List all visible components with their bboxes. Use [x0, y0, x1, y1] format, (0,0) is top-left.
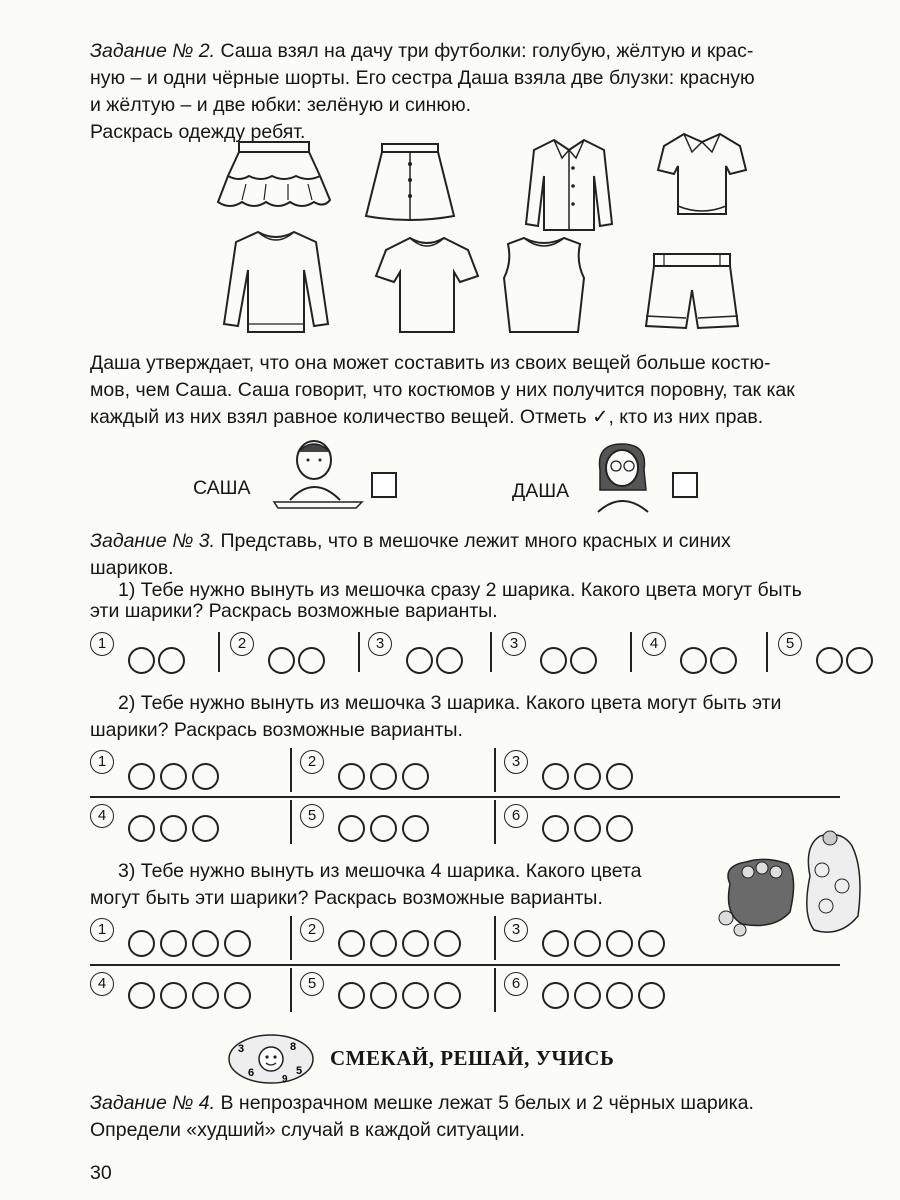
divider	[358, 632, 360, 672]
ball[interactable]	[606, 815, 633, 842]
ball[interactable]	[370, 930, 397, 957]
variant-number: 2	[230, 632, 254, 656]
variant-number: 4	[642, 632, 666, 656]
dasha-name: ДАША	[512, 480, 570, 502]
variant-number: 3	[504, 750, 528, 774]
ball[interactable]	[574, 930, 601, 957]
task4-line2: Определи «худший» случай в каждой ситуации.	[90, 1119, 525, 1141]
task3-intro-line2: шариков.	[90, 557, 174, 579]
ball[interactable]	[542, 763, 569, 790]
task3-part3-line1: 3) Тебе нужно вынуть из мешочка 4 шарика. Какого цвета	[118, 860, 642, 882]
ball[interactable]	[542, 815, 569, 842]
ball-bags-illustration	[718, 826, 868, 942]
ball[interactable]	[402, 815, 429, 842]
divider	[290, 916, 292, 960]
task4-label: Задание № 4.	[90, 1092, 216, 1114]
sasha-name: САША	[193, 477, 251, 499]
task3-part1-line2-wrap	[90, 598, 878, 625]
ball[interactable]	[224, 982, 251, 1009]
tshirt-long-sleeve[interactable]	[220, 226, 332, 338]
divider	[490, 632, 492, 672]
variant-number: 5	[300, 972, 324, 996]
ball[interactable]	[224, 930, 251, 957]
ball[interactable]	[160, 763, 187, 790]
ball[interactable]	[606, 930, 633, 957]
tshirt-short-sleeve[interactable]	[374, 232, 480, 336]
ball[interactable]	[638, 930, 665, 957]
divider	[218, 632, 220, 672]
ball[interactable]	[574, 982, 601, 1009]
sasha-checkbox[interactable]	[371, 472, 397, 498]
variant-number: 3	[502, 632, 526, 656]
task2-instruction: Раскрась одежду ребят.	[90, 121, 306, 143]
clothes-illustrations	[0, 0, 900, 360]
divider	[290, 748, 292, 792]
task3-part1-line2: эти шарики? Раскрась возможные варианты.	[90, 600, 498, 622]
ball[interactable]	[298, 647, 325, 674]
ball[interactable]	[338, 982, 365, 1009]
variant-number: 5	[778, 632, 802, 656]
task3-label: Задание № 3.	[90, 530, 216, 552]
divider	[494, 916, 496, 960]
ball[interactable]	[434, 982, 461, 1009]
ball[interactable]	[160, 815, 187, 842]
ball[interactable]	[192, 982, 219, 1009]
ball[interactable]	[606, 982, 633, 1009]
variant-number: 1	[90, 918, 114, 942]
task2-question	[90, 350, 878, 431]
row-separator	[90, 964, 840, 966]
ball[interactable]	[846, 647, 873, 674]
ball[interactable]	[128, 982, 155, 1009]
dasha-figure	[586, 440, 660, 514]
long-sleeve-blouse[interactable]	[524, 134, 614, 234]
short-sleeve-blouse[interactable]	[656, 126, 748, 220]
ball[interactable]	[638, 982, 665, 1009]
variant-number: 1	[90, 632, 114, 656]
variant-number: 6	[504, 804, 528, 828]
ball[interactable]	[370, 763, 397, 790]
task3-part2-line2: шарики? Раскрась возможные варианты.	[90, 719, 463, 741]
ball[interactable]	[402, 763, 429, 790]
divider	[494, 800, 496, 844]
ball[interactable]	[338, 930, 365, 957]
ball[interactable]	[436, 647, 463, 674]
ruffled-skirt[interactable]	[214, 138, 334, 220]
tshirt-sleeveless[interactable]	[498, 232, 590, 336]
task2-intro-line2: ную – и одни чёрные шорты. Его сестра Даша взяла две блузки: красную	[90, 67, 755, 89]
svg-text:8: 8	[290, 1041, 297, 1053]
variant-number: 1	[90, 750, 114, 774]
ball[interactable]	[370, 815, 397, 842]
dasha-checkbox[interactable]	[672, 472, 698, 498]
ball[interactable]	[574, 815, 601, 842]
variant-number: 4	[90, 972, 114, 996]
task3-part3	[90, 858, 730, 912]
ball[interactable]	[192, 815, 219, 842]
shorts[interactable]	[640, 250, 744, 334]
task3-part3-line2: могут быть эти шарики? Раскрась возможные варианты.	[90, 887, 603, 909]
task3-part2	[90, 690, 878, 744]
task4-line1: В непрозрачном мешке лежат 5 белых и 2 чёрных шарика.	[220, 1092, 754, 1114]
task3-part1-line1: 1) Тебе нужно вынуть из мешочка сразу 2 шарика. Какого цвета могут быть	[118, 579, 802, 601]
ball[interactable]	[606, 763, 633, 790]
row-separator	[90, 796, 840, 798]
ball[interactable]	[192, 930, 219, 957]
ball[interactable]	[338, 763, 365, 790]
ball[interactable]	[338, 815, 365, 842]
task2-label: Задание № 2.	[90, 40, 216, 62]
task3-part2-line1: 2) Тебе нужно вынуть из мешочка 3 шарика. Какого цвета могут быть эти	[118, 692, 782, 714]
ball[interactable]	[402, 930, 429, 957]
divider	[494, 968, 496, 1012]
ball[interactable]	[370, 982, 397, 1009]
straight-skirt[interactable]	[360, 140, 460, 224]
task2-intro-line3: и жёлтую – и две юбки: зелёную и синюю.	[90, 94, 472, 116]
divider	[766, 632, 768, 672]
ball[interactable]	[406, 647, 433, 674]
variant-number: 6	[504, 972, 528, 996]
divider	[630, 632, 632, 672]
task3-intro-line1: Представь, что в мешочке лежит много красных и синих	[220, 530, 731, 552]
ball[interactable]	[160, 982, 187, 1009]
numbers-logo-icon	[226, 1032, 316, 1086]
ball[interactable]	[816, 647, 843, 674]
ball[interactable]	[710, 647, 737, 674]
ball[interactable]	[542, 930, 569, 957]
task2-question-line2: мов, чем Саша. Саша говорит, что костюмов у них получится поровну, так как	[90, 379, 795, 401]
ball[interactable]	[574, 763, 601, 790]
svg-text:9: 9	[282, 1074, 288, 1085]
ball[interactable]	[680, 647, 707, 674]
page-number: 30	[90, 1162, 112, 1184]
variant-number: 5	[300, 804, 324, 828]
ball[interactable]	[434, 930, 461, 957]
task3-intro	[90, 528, 878, 582]
section-title: СМЕКАЙ, РЕШАЙ, УЧИСЬ	[330, 1046, 615, 1070]
ball[interactable]	[158, 647, 185, 674]
ball[interactable]	[160, 930, 187, 957]
ball[interactable]	[402, 982, 429, 1009]
ball[interactable]	[570, 647, 597, 674]
variant-number: 2	[300, 750, 324, 774]
variant-number: 3	[368, 632, 392, 656]
variant-number: 4	[90, 804, 114, 828]
svg-text:3: 3	[238, 1043, 245, 1055]
svg-text:6: 6	[248, 1067, 255, 1079]
variant-number: 3	[504, 918, 528, 942]
divider	[290, 800, 292, 844]
ball[interactable]	[192, 763, 219, 790]
ball[interactable]	[542, 982, 569, 1009]
variant-number: 2	[300, 918, 324, 942]
ball[interactable]	[540, 647, 567, 674]
svg-text:5: 5	[296, 1065, 303, 1077]
sasha-figure	[270, 438, 366, 510]
ball[interactable]	[128, 815, 155, 842]
task2-question-line1: Даша утверждает, что она может составить из своих вещей больше костю-	[90, 352, 771, 374]
ball[interactable]	[268, 647, 295, 674]
ball[interactable]	[128, 763, 155, 790]
divider	[494, 748, 496, 792]
ball[interactable]	[128, 647, 155, 674]
task4	[90, 1090, 878, 1144]
divider	[290, 968, 292, 1012]
task2-intro-line1: Саша взял на дачу три футболки: голубую, жёлтую и крас-	[220, 40, 754, 62]
task2-question-line3: каждый из них взял равное количество вещей. Отметь ✓, кто из них прав.	[90, 406, 764, 428]
ball[interactable]	[128, 930, 155, 957]
